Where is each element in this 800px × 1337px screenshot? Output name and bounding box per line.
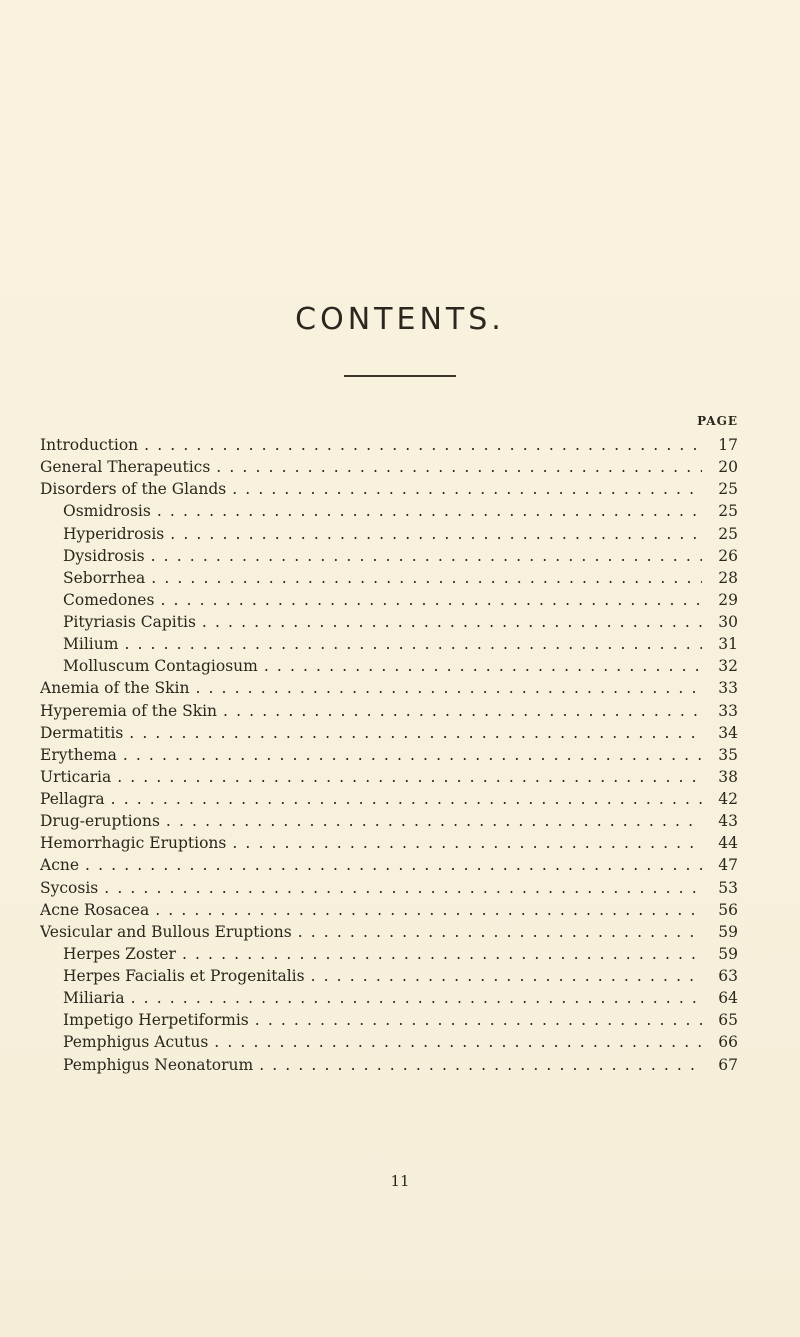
toc-entry-page: 20 (718, 458, 738, 477)
title-divider (344, 375, 456, 377)
dot-leader (264, 655, 702, 677)
toc-entry (40, 677, 738, 699)
dot-leader (111, 788, 702, 810)
dot-leader (155, 899, 702, 921)
toc-entry-page: 43 (718, 812, 738, 831)
toc-entry-title: General Therapeutics (40, 458, 211, 477)
toc-entry (40, 478, 738, 500)
toc-entry-title: Pemphigus Acutus (63, 1033, 209, 1052)
toc-entry-page: 34 (718, 723, 738, 742)
dot-leader (157, 500, 702, 522)
dot-leader (311, 965, 702, 987)
table-of-contents (40, 434, 738, 1076)
page-title: CONTENTS. (295, 302, 505, 338)
dot-leader (223, 700, 702, 722)
toc-entry-page: 59 (718, 922, 738, 941)
toc-entry-title: Pityriasis Capitis (63, 613, 196, 631)
toc-entry-page: 33 (718, 679, 738, 698)
toc-entry-page: 47 (718, 856, 738, 875)
toc-entry (40, 655, 738, 677)
dot-leader (170, 523, 702, 545)
dot-leader (123, 744, 702, 766)
dot-leader (195, 677, 702, 699)
dot-leader (131, 987, 702, 1009)
toc-entry (40, 456, 738, 478)
toc-entry-page: 25 (718, 502, 738, 521)
dot-leader (255, 1009, 702, 1031)
toc-entry-title: Dysidrosis (63, 546, 145, 565)
dot-leader (259, 1054, 702, 1076)
toc-entry-title: Hyperemia of the Skin (40, 701, 218, 720)
toc-entry (40, 500, 738, 522)
toc-entry-page: 63 (718, 967, 738, 985)
toc-entry-title: Miliaria (63, 989, 125, 1008)
dot-leader (166, 810, 702, 832)
toc-entry-page: 66 (718, 1033, 738, 1052)
toc-entry-page: 33 (718, 701, 738, 720)
toc-entry-title: Disorders of the Glands (40, 480, 227, 499)
toc-entry-title: Osmidrosis (63, 502, 151, 521)
toc-entry-title: Herpes Facialis et Progenitalis (63, 967, 305, 985)
toc-entry (40, 545, 738, 567)
dot-leader (85, 854, 702, 876)
toc-entry (40, 744, 738, 766)
toc-entry (40, 523, 738, 545)
toc-entry (40, 766, 738, 788)
toc-entry (40, 1031, 738, 1053)
toc-entry-title: Impetigo Herpetiformis (63, 1011, 249, 1030)
toc-entry (40, 788, 738, 810)
page-column-label: PAGE (697, 414, 738, 428)
toc-entry (40, 1009, 738, 1031)
toc-entry-page: 56 (718, 900, 738, 919)
toc-entry-title: Sycosis (40, 878, 99, 897)
toc-entry-page: 59 (718, 944, 738, 963)
toc-entry-page: 35 (718, 745, 738, 764)
toc-entry-page: 44 (718, 834, 738, 853)
toc-entry-title: Molluscum Contagiosum (63, 657, 258, 676)
toc-entry (40, 633, 738, 655)
toc-entry (40, 832, 738, 854)
toc-entry-page: 38 (718, 767, 738, 786)
toc-entry-page: 17 (718, 436, 738, 454)
dot-leader (124, 633, 702, 655)
toc-entry (40, 700, 738, 722)
toc-entry (40, 965, 738, 987)
toc-entry-title: Dermatitis (40, 723, 124, 742)
toc-entry (40, 877, 738, 899)
page-number: 11 (390, 1172, 410, 1190)
dot-leader (151, 545, 702, 567)
toc-entry-page: 28 (718, 568, 738, 587)
toc-entry-page: 53 (718, 878, 738, 897)
dot-leader (151, 567, 702, 589)
toc-entry-page: 25 (718, 524, 738, 543)
toc-entry-page: 31 (718, 635, 738, 654)
toc-entry-title: Introduction (40, 436, 139, 454)
toc-entry (40, 611, 738, 633)
toc-entry-title: Acne (40, 856, 80, 875)
dot-leader (298, 921, 702, 943)
toc-entry (40, 810, 738, 832)
toc-entry-page: 26 (718, 546, 738, 565)
toc-entry-title: Milium (63, 635, 119, 654)
toc-entry-title: Drug-eruptions (40, 812, 160, 831)
toc-entry-page: 65 (718, 1011, 738, 1030)
toc-entry (40, 722, 738, 744)
toc-entry (40, 921, 738, 943)
toc-entry-title: Hyperidrosis (63, 524, 165, 543)
toc-entry-page: 25 (718, 480, 738, 499)
dot-leader (104, 877, 702, 899)
toc-entry (40, 943, 738, 965)
dot-leader (202, 611, 702, 633)
dot-leader (144, 434, 702, 456)
toc-entry-title: Herpes Zoster (63, 944, 176, 963)
toc-entry-title: Urticaria (40, 767, 112, 786)
toc-entry (40, 589, 738, 611)
toc-entry-page: 67 (718, 1055, 738, 1074)
dot-leader (232, 478, 702, 500)
toc-entry-title: Hemorrhagic Eruptions (40, 834, 227, 853)
toc-entry (40, 854, 738, 876)
toc-entry (40, 567, 738, 589)
dot-leader (160, 589, 702, 611)
toc-entry (40, 1054, 738, 1076)
toc-entry-title: Vesicular and Bullous Eruptions (40, 922, 292, 941)
toc-entry-title: Comedones (63, 590, 155, 609)
toc-entry (40, 899, 738, 921)
toc-entry-title: Pemphigus Neonatorum (63, 1055, 254, 1074)
toc-entry-page: 64 (718, 989, 738, 1008)
dot-leader (214, 1031, 702, 1053)
dot-leader (182, 943, 702, 965)
toc-entry-title: Pellagra (40, 790, 105, 808)
toc-entry-title: Seborrhea (63, 568, 146, 587)
dot-leader (216, 456, 702, 478)
toc-entry (40, 434, 738, 456)
dot-leader (117, 766, 702, 788)
toc-entry-page: 30 (718, 613, 738, 631)
toc-entry-title: Erythema (40, 745, 117, 764)
toc-entry-page: 29 (718, 590, 738, 609)
toc-entry-page: 42 (718, 790, 738, 808)
dot-leader (232, 832, 702, 854)
toc-entry-title: Anemia of the Skin (40, 679, 190, 698)
dot-leader (129, 722, 702, 744)
toc-entry-title: Acne Rosacea (40, 900, 150, 919)
toc-entry (40, 987, 738, 1009)
toc-entry-page: 32 (718, 657, 738, 676)
